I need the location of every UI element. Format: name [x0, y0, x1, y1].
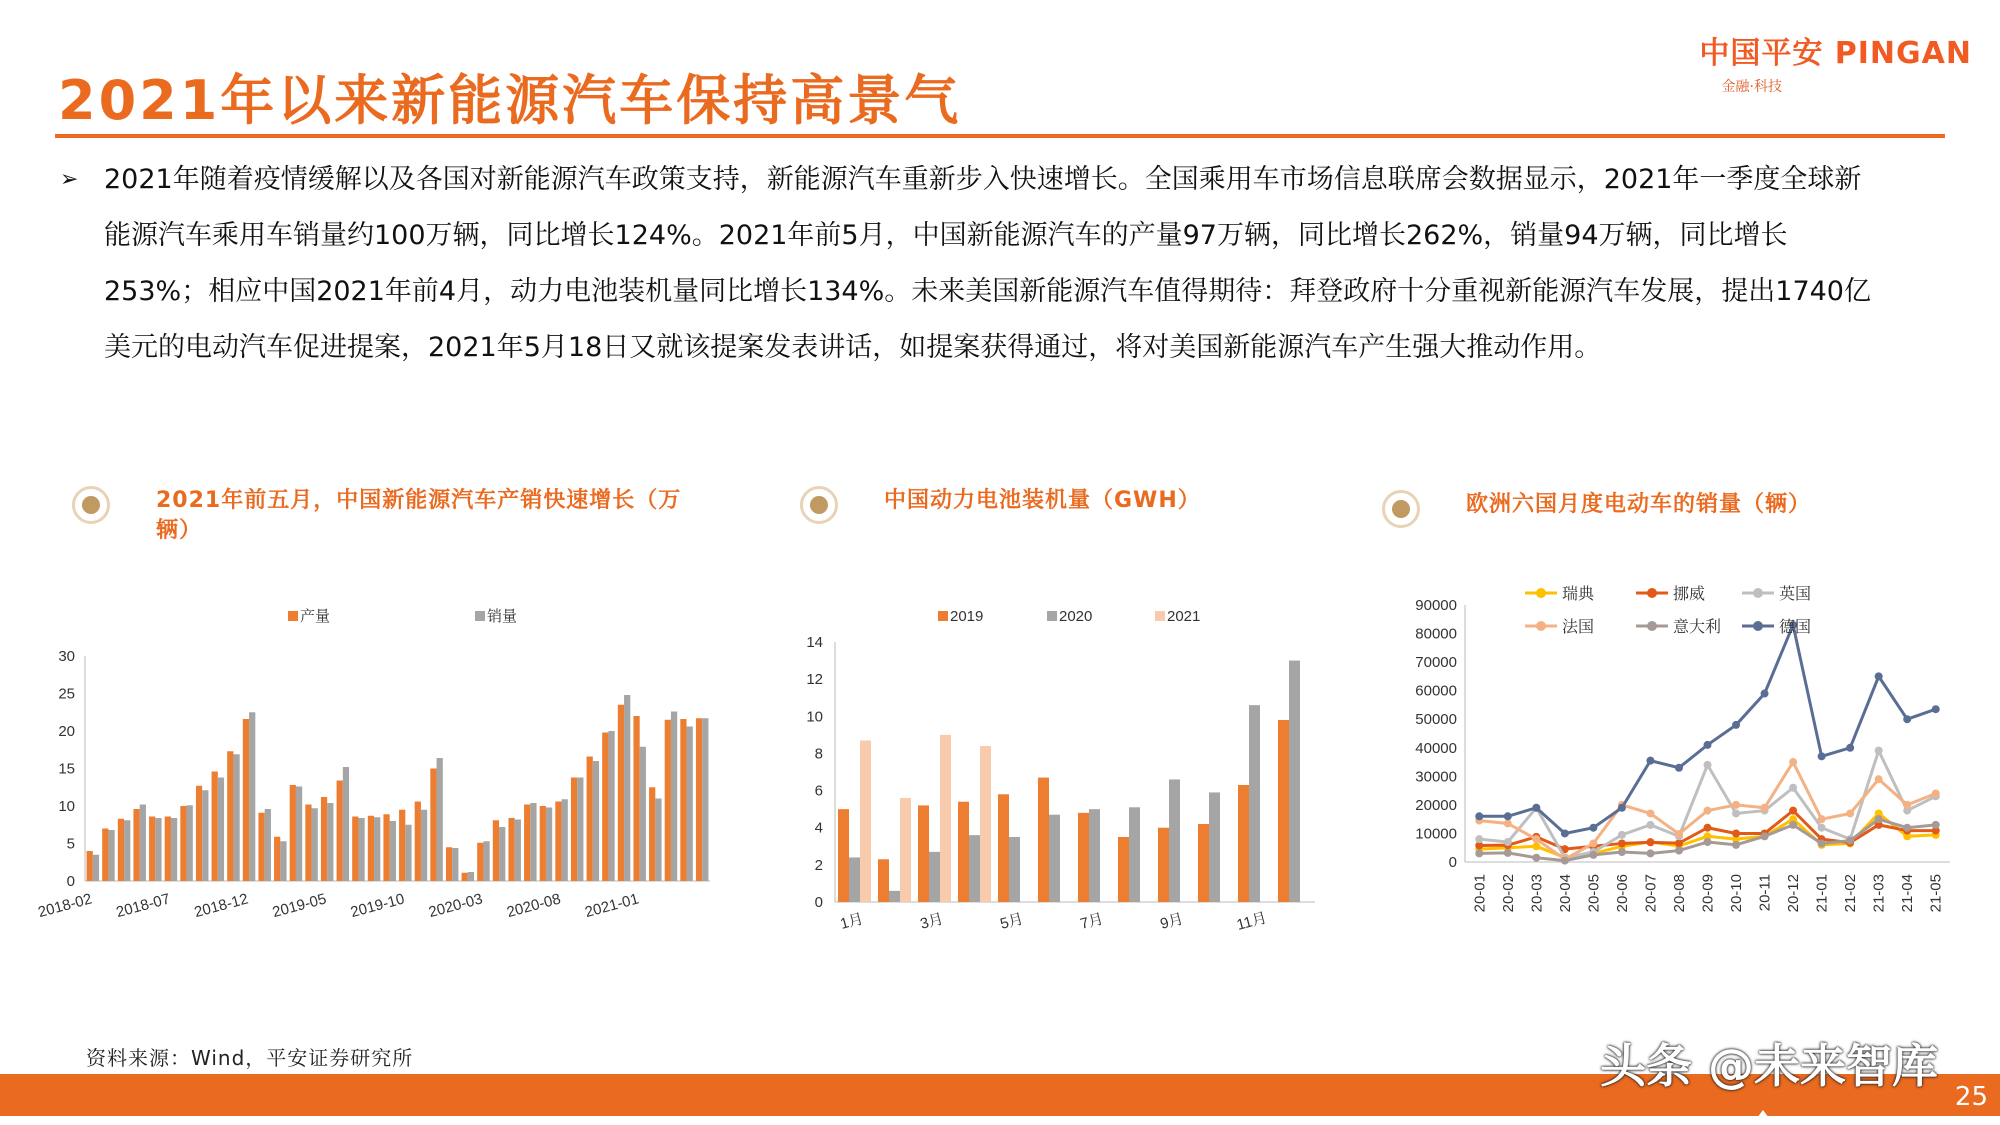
footer-triangle [1754, 1110, 1772, 1122]
legend-label: 法国 [1562, 619, 1595, 636]
logo-sub-text: 金融·科技 [1721, 79, 1782, 95]
bar-production [680, 719, 686, 881]
bar-production [133, 809, 139, 881]
y-tick-label: 10 [806, 708, 823, 726]
y-tick-label: 15 [58, 760, 75, 778]
bar-sales [437, 758, 443, 881]
bar-2019 [1198, 824, 1209, 902]
data-point [1532, 854, 1540, 862]
series-line [1479, 625, 1935, 833]
data-point [1532, 842, 1540, 850]
bar-sales [390, 821, 396, 881]
bar-sales [249, 712, 255, 881]
y-tick-label: 0 [66, 873, 75, 890]
legend-label: 2020 [1059, 608, 1093, 625]
legend-marker [1753, 621, 1763, 631]
bar-2021 [980, 746, 991, 902]
data-point [1532, 835, 1540, 843]
y-tick-label: 60000 [1415, 682, 1457, 700]
bar-2021 [940, 735, 951, 902]
legend-label: 挪威 [1673, 586, 1706, 603]
bar-sales [671, 712, 677, 882]
bar-production [696, 718, 702, 881]
bar-production [305, 805, 311, 882]
bar-production [540, 806, 546, 881]
y-tick-label: 4 [814, 819, 823, 837]
x-tick-label: 20-07 [1642, 874, 1660, 913]
data-point [1789, 758, 1797, 766]
bar-sales [296, 787, 302, 882]
x-tick-label: 7月 [1078, 910, 1106, 933]
bar-2020 [1129, 807, 1140, 902]
bar-2020 [1049, 815, 1060, 902]
bar-sales [108, 830, 114, 881]
data-point [1932, 789, 1940, 797]
x-tick-label: 20-08 [1670, 874, 1688, 913]
legend-label: 英国 [1779, 586, 1812, 603]
bar-production [227, 751, 233, 881]
data-point [1475, 812, 1483, 820]
data-point [1818, 824, 1826, 832]
bar-production [165, 817, 171, 882]
bar-2020 [889, 891, 900, 902]
data-point [1504, 812, 1512, 820]
bar-2019 [1238, 785, 1249, 902]
bar-production [102, 829, 108, 882]
data-point [1704, 807, 1712, 815]
bar-sales [233, 754, 239, 881]
data-point [1732, 841, 1740, 849]
legend-label: 产量 [300, 608, 331, 625]
x-tick-label: 20-04 [1556, 874, 1574, 913]
bar-sales [655, 799, 661, 882]
data-point [1846, 837, 1854, 845]
y-tick-label: 12 [806, 671, 823, 689]
bar-sales [546, 808, 552, 882]
data-point [1932, 705, 1940, 713]
data-point [1818, 839, 1826, 847]
bar-sales [562, 799, 568, 881]
x-tick-label: 2020-03 [426, 890, 485, 922]
legend-marker [1753, 588, 1763, 598]
x-tick-label: 21-02 [1842, 874, 1860, 913]
bar-sales [93, 855, 99, 881]
x-tick-label: 20-12 [1785, 874, 1803, 913]
legend-label: 销量 [487, 608, 518, 625]
x-tick-label: 20-09 [1699, 874, 1717, 913]
legend-swatch [1155, 611, 1165, 621]
bar-sales [515, 820, 521, 882]
y-tick-label: 10 [58, 798, 75, 815]
bar-2020 [1009, 837, 1020, 902]
x-tick-label: 2021-01 [583, 890, 641, 922]
data-point [1504, 849, 1512, 857]
data-point [1675, 764, 1683, 772]
data-point [1732, 809, 1740, 817]
data-point [1561, 829, 1569, 837]
data-point [1618, 831, 1626, 839]
y-tick-label: 2 [814, 856, 823, 874]
legend-label: 2021 [1167, 608, 1201, 625]
page-number: 25 [1954, 1082, 1988, 1112]
bar-production [493, 820, 499, 881]
bar-production [337, 781, 343, 882]
bar-sales [405, 825, 411, 881]
bar-sales [202, 790, 208, 881]
bar-production [618, 705, 624, 881]
legend-swatch [1047, 611, 1057, 621]
bar-sales [358, 818, 364, 881]
battery-installation-bar-chart [790, 600, 1330, 940]
legend-marker [1647, 588, 1657, 598]
data-point [1504, 838, 1512, 846]
bar-2019 [838, 809, 849, 902]
x-tick-label: 2020-08 [505, 890, 563, 922]
bar-2020 [1289, 661, 1300, 902]
data-point [1818, 752, 1826, 760]
y-tick-label: 0 [1448, 854, 1457, 871]
bar-production [243, 719, 249, 881]
data-point [1761, 690, 1769, 698]
bar-production [430, 769, 436, 882]
data-point [1875, 775, 1883, 783]
bar-2021 [900, 798, 911, 902]
bar-sales [577, 778, 583, 882]
y-tick-label: 14 [806, 634, 823, 651]
bar-2019 [958, 802, 969, 902]
x-tick-label: 3月 [918, 910, 946, 933]
title-divider [55, 134, 1945, 138]
x-tick-label: 20-01 [1471, 874, 1489, 913]
x-tick-label: 20-03 [1528, 874, 1546, 913]
data-point [1732, 721, 1740, 729]
legend-label: 2019 [950, 608, 984, 625]
logo-main-text: 中国平安 PINGAN [1699, 36, 1972, 71]
bar-sales [155, 818, 161, 881]
bar-2020 [1249, 705, 1260, 902]
legend-swatch [475, 611, 485, 621]
panel-1-title: 2021年前五月，中国新能源汽车产销快速增长（万辆） [156, 488, 682, 543]
bar-production [587, 757, 593, 882]
arrow-bullet-icon: ➢ [60, 167, 79, 192]
bar-sales [483, 841, 489, 881]
data-point [1646, 838, 1654, 846]
bar-2021 [860, 740, 871, 902]
bar-sales [624, 695, 630, 881]
bar-2020 [849, 857, 860, 902]
bar-production [274, 837, 280, 881]
bar-production [383, 814, 389, 881]
panel-3-header [1382, 490, 1942, 528]
bar-sales [593, 761, 599, 881]
data-point [1589, 824, 1597, 832]
target-icon [72, 486, 110, 524]
bullet-text: 2021年随着疫情缓解以及各国对新能源汽车政策支持，新能源汽车重新步入快速增长。全国乘用车市场信息联席会数据显示，2021年一季度全球新能源汽车乘用车销量约100万辆，同比增长124%。2021年前5月，中国新能源汽车的产量97万辆，同比增长262%，销量94万辆，同比增长253%；相应中国2021年前4月，动力电池装机量同比增长134%。未来美国新能源汽车值得期待：拜登政府十分重视新能源汽车发展，提出1740亿美元的电动汽车促进提案，2021年5月18日又就该提案发表讲话，如提案获得通过，将对美国新能源汽车产生强大推动作用。 [104, 164, 1871, 363]
data-point [1789, 807, 1797, 815]
bar-production [212, 772, 218, 882]
x-tick-label: 2018-02 [36, 890, 94, 922]
bar-production [524, 805, 530, 882]
bar-sales [702, 718, 708, 881]
x-tick-label: 9月 [1158, 910, 1186, 933]
data-point [1561, 857, 1569, 865]
legend-marker [1647, 621, 1657, 631]
bar-2020 [969, 835, 980, 902]
data-point [1903, 824, 1911, 832]
bar-production [602, 733, 608, 882]
legend-label: 瑞典 [1562, 586, 1595, 603]
bar-production [352, 817, 358, 882]
y-tick-label: 50000 [1415, 711, 1457, 729]
x-tick-label: 20-10 [1728, 874, 1746, 913]
x-tick-label: 1月 [838, 910, 866, 933]
data-point [1732, 829, 1740, 837]
data-point [1789, 784, 1797, 792]
bar-sales [499, 827, 505, 881]
data-point [1704, 838, 1712, 846]
x-tick-label: 20-06 [1613, 874, 1631, 913]
data-point [1646, 757, 1654, 765]
bar-sales [468, 872, 474, 881]
data-point [1618, 804, 1626, 812]
y-tick-label: 20000 [1415, 796, 1457, 814]
bar-production [665, 720, 671, 881]
europe-ev-sales-line-chart [1380, 570, 1980, 940]
legend-label: 德国 [1779, 619, 1812, 636]
bar-sales [452, 848, 458, 881]
bar-production [196, 786, 202, 881]
data-point [1932, 821, 1940, 829]
data-point [1646, 809, 1654, 817]
bar-sales [530, 803, 536, 881]
x-tick-label: 2019-05 [270, 890, 329, 922]
watermark: 头条 @未来智库 [1600, 1039, 1939, 1093]
legend-marker [1536, 588, 1546, 598]
y-tick-label: 80000 [1415, 625, 1457, 643]
bar-2019 [918, 805, 929, 902]
pingan-logo [1699, 28, 1972, 96]
bar-production [571, 778, 577, 882]
bar-2019 [1278, 720, 1289, 902]
bar-sales [218, 778, 224, 882]
data-point [1704, 741, 1712, 749]
bar-2020 [929, 852, 940, 902]
data-point [1589, 839, 1597, 847]
bar-sales [124, 820, 130, 881]
data-point [1589, 851, 1597, 859]
legend-marker [1536, 621, 1546, 631]
data-point [1504, 819, 1512, 827]
bar-sales [265, 809, 271, 881]
bar-production [180, 806, 186, 881]
data-point [1903, 801, 1911, 809]
bar-production [477, 843, 483, 881]
target-icon [800, 486, 838, 524]
production-sales-bar-chart [36, 600, 730, 940]
bar-sales [171, 818, 177, 881]
bar-2019 [1038, 778, 1049, 902]
x-tick-label: 5月 [998, 910, 1026, 933]
bar-sales [187, 805, 193, 881]
x-tick-label: 21-04 [1899, 874, 1917, 913]
bar-sales [687, 727, 693, 882]
y-tick-label: 90000 [1415, 597, 1457, 614]
y-tick-label: 40000 [1415, 739, 1457, 757]
bar-2019 [878, 859, 889, 902]
data-point [1532, 804, 1540, 812]
x-tick-label: 20-05 [1585, 874, 1603, 913]
bar-production [462, 873, 468, 881]
x-tick-label: 20-11 [1756, 874, 1774, 912]
y-tick-label: 30 [58, 648, 75, 665]
data-point [1846, 744, 1854, 752]
bar-production [149, 817, 155, 882]
bar-2019 [1118, 837, 1129, 902]
data-point [1646, 821, 1654, 829]
panel-3-title: 欧洲六国月度电动车的销量（辆） [1466, 492, 1812, 517]
data-point [1875, 672, 1883, 680]
legend-label: 意大利 [1673, 619, 1722, 636]
bar-production [446, 847, 452, 881]
bar-2019 [1158, 828, 1169, 902]
bar-production [290, 785, 296, 881]
data-point [1675, 830, 1683, 838]
data-point [1704, 761, 1712, 769]
data-point [1818, 815, 1826, 823]
bar-2020 [1209, 792, 1220, 902]
y-tick-label: 10000 [1415, 825, 1457, 843]
bar-2020 [1169, 779, 1180, 902]
x-tick-label: 11月 [1234, 909, 1269, 934]
bar-sales [640, 747, 646, 881]
data-point [1618, 839, 1626, 847]
bar-production [368, 816, 374, 881]
data-point [1675, 847, 1683, 855]
bar-2019 [998, 794, 1009, 902]
data-point [1732, 801, 1740, 809]
x-tick-label: 20-02 [1499, 874, 1517, 913]
source-note: 资料来源：Wind，平安证券研究所 [86, 1046, 414, 1070]
bar-2020 [1089, 809, 1100, 902]
data-point [1475, 835, 1483, 843]
x-tick-label: 2018-12 [192, 890, 251, 922]
x-tick-label: 2018-07 [114, 890, 172, 922]
data-point [1704, 824, 1712, 832]
bar-production [258, 813, 264, 881]
data-point [1618, 848, 1626, 856]
bar-sales [327, 803, 333, 881]
legend-swatch [938, 611, 948, 621]
data-point [1675, 839, 1683, 847]
bullet-paragraph [60, 152, 1880, 376]
panel-1-header [72, 486, 712, 546]
y-tick-label: 30000 [1415, 768, 1457, 786]
y-tick-label: 70000 [1415, 654, 1457, 672]
bar-production [118, 819, 124, 881]
x-tick-label: 21-05 [1927, 874, 1945, 913]
y-tick-label: 5 [66, 835, 75, 853]
bar-production [633, 716, 639, 881]
panel-2-header [800, 486, 1360, 524]
panel-2-title: 中国动力电池装机量（GWH） [884, 488, 1201, 513]
data-point [1875, 747, 1883, 755]
bar-sales [608, 731, 614, 881]
data-point [1903, 715, 1911, 723]
bar-production [87, 851, 93, 881]
x-tick-label: 21-01 [1813, 874, 1831, 913]
bar-2019 [1078, 813, 1089, 902]
bar-sales [280, 841, 286, 881]
data-point [1761, 804, 1769, 812]
data-point [1646, 849, 1654, 857]
data-point [1846, 809, 1854, 817]
data-point [1789, 821, 1797, 829]
data-point [1875, 815, 1883, 823]
y-tick-label: 8 [814, 745, 823, 763]
target-icon [1382, 490, 1420, 528]
bar-sales [421, 810, 427, 881]
data-point [1475, 849, 1483, 857]
y-tick-label: 6 [814, 782, 823, 800]
bar-production [508, 818, 514, 881]
bar-production [555, 802, 561, 882]
data-point [1761, 832, 1769, 840]
bar-production [415, 802, 421, 882]
bar-production [649, 787, 655, 881]
bar-sales [343, 767, 349, 881]
y-tick-label: 0 [814, 894, 823, 911]
y-tick-label: 25 [58, 685, 75, 703]
x-tick-label: 2019-10 [348, 890, 407, 922]
bar-sales [312, 808, 318, 881]
bar-sales [374, 817, 380, 881]
bar-production [399, 810, 405, 881]
page-title: 2021年以来新能源汽车保持高景气 [58, 69, 962, 132]
y-tick-label: 20 [58, 723, 75, 740]
x-tick-label: 21-03 [1870, 874, 1888, 913]
bar-sales [140, 805, 146, 882]
bar-production [321, 797, 327, 881]
legend-swatch [288, 611, 298, 621]
